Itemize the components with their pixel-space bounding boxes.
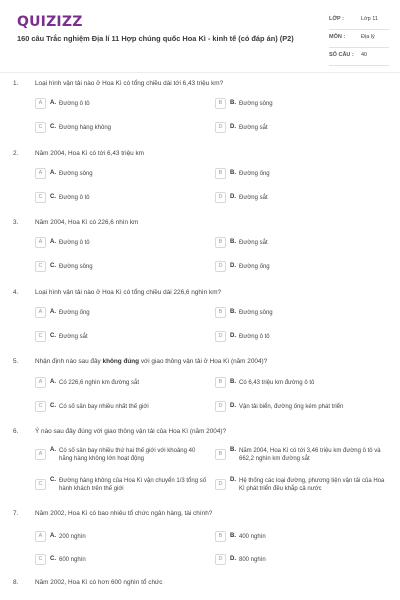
option-text: 800 nghìn [239,557,266,563]
option-badge: A [35,168,46,179]
option-a[interactable] [35,235,216,250]
option-text: Có 226,6 nghìn km đường sắt [59,380,139,386]
option-text: 400 nghìn [239,534,266,540]
option-text: Đường hàng không [59,125,111,131]
option-text: Đường ống [239,171,270,177]
question-text-part: với giao thông vận tải ở Hoa Kì (năm 2004)? [139,358,268,365]
option-letter: C. [50,333,56,339]
option-badge: C [35,331,46,342]
option-d[interactable] [215,259,390,274]
meta-row-count [329,50,389,68]
option-letter: B. [230,379,236,385]
option-letter: D. [230,477,236,483]
option-letter: C. [50,477,56,483]
option-letter: C. [50,124,56,130]
option-text: Đường sắt [239,240,268,246]
option-letter: D. [230,403,236,409]
option-text: Đường sông [239,101,273,107]
option-a[interactable] [35,166,216,181]
option-badge: A [35,237,46,248]
question-number: 4. [13,289,19,296]
question-text: Năm 2002, Hoa Kì có bao nhiêu tổ chức ngân hàng, tài chính? [35,510,213,517]
question-text: Năm 2004, Hoa Kì có tới 6,43 triệu km [35,150,144,157]
option-letter: B. [230,100,236,106]
worksheet-title: 160 câu Trắc nghiệm Địa lí 11 Hợp chúng quốc Hoa Kì - kinh tế (có đáp án) (P2) [17,34,294,43]
option-letter: A. [50,379,56,385]
worksheet-meta [329,14,389,68]
option-letter: A. [50,447,56,453]
option-badge: A [35,307,46,318]
option-b[interactable] [215,96,390,111]
meta-underline [329,47,389,48]
option-badge: B [215,168,226,179]
option-badge: D [215,554,226,565]
option-letter: B. [230,533,236,539]
option-letter: D. [230,263,236,269]
option-d[interactable] [215,329,390,344]
meta-value: Lớp 11 [361,16,378,22]
question-text: Ý nào sau đây đúng với giao thông vận tải của Hoa Kì (năm 2004)? [35,428,227,435]
option-text: Năm 2004, Hoa Kì có tới 3,46 triệu km đường ô tô và 662,2 nghìn km đường sắt [239,448,381,463]
question-text: Năm 2002, Hoa Kì có hơn 600 nghìn tổ chức [35,579,163,586]
option-text: Hệ thống các loại đường, phương tiện vận tải của Hoa Kì phát triển đều khắp cả nước [239,478,385,493]
option-text: Đường ô tô [239,334,270,340]
option-letter: D. [230,333,236,339]
option-badge: C [35,192,46,203]
meta-value: 40 [361,52,368,58]
option-text: Đường ô tô [59,101,90,107]
option-letter: C. [50,194,56,200]
question-number: 1. [13,80,19,87]
option-c[interactable] [35,329,216,344]
option-text: Vận tải biển, đường ống kém phát triển [239,404,344,410]
question-text: Loại hình vận tải nào ở Hoa Kì có tổng chiều dài tới 6,43 triệu km? [35,80,224,87]
meta-label: LỚP : [329,16,344,22]
option-text: Đường sông [239,310,273,316]
option-badge: B [215,531,226,542]
option-text: Đường ống [59,310,90,316]
option-c[interactable] [35,259,216,274]
option-text: Đường ống [239,264,270,270]
option-b[interactable] [215,235,390,250]
option-a[interactable] [35,96,216,111]
question-text: Loại hình vận tải nào ở Hoa Kì có tổng chiều dài 226,6 nghìn km? [35,289,222,296]
option-badge: D [215,122,226,133]
option-a[interactable] [35,529,216,544]
option-letter: D. [230,556,236,562]
option-d[interactable] [215,399,390,414]
option-badge: D [215,261,226,272]
option-text: Có số sân bay nhiều thứ hai thế giới với khoảng 40 hãng hàng không lớn hoạt động [59,448,196,463]
option-badge: D [215,331,226,342]
meta-label: SỐ CÂU : [329,52,354,58]
option-letter: A. [50,309,56,315]
option-badge: C [35,479,46,490]
option-badge: D [215,401,226,412]
option-letter: A. [50,239,56,245]
question-text-emphasis: không đúng [102,358,140,365]
option-letter: B. [230,239,236,245]
option-letter: A. [50,100,56,106]
option-d[interactable] [215,120,390,135]
option-d[interactable] [215,190,390,205]
option-text: Có số sân bay nhiều nhất thế giới [59,404,149,410]
option-b[interactable] [215,305,390,320]
option-badge: D [215,479,226,490]
option-a[interactable] [35,375,216,390]
option-letter: D. [230,194,236,200]
option-badge: C [35,554,46,565]
option-b[interactable] [215,166,390,181]
option-c[interactable] [35,399,216,414]
option-a[interactable] [35,444,216,466]
question-number: 3. [13,219,19,226]
option-badge: C [35,401,46,412]
option-badge: B [215,307,226,318]
option-letter: B. [230,170,236,176]
option-b[interactable] [215,444,390,466]
question-number: 5. [13,358,19,365]
meta-label: MÔN : [329,34,346,40]
option-text: Đường sông [59,264,93,270]
option-letter: B. [230,447,236,453]
option-b[interactable] [215,375,390,390]
option-text: Đường sắt [239,125,268,131]
option-text: Đường hàng không của Hoa Kì vận chuyển 1/3 tổng số hành khách trên thế giới [59,478,207,493]
option-badge: A [35,98,46,109]
option-letter: A. [50,533,56,539]
option-c[interactable] [35,474,216,496]
option-badge: B [215,377,226,388]
option-badge: A [35,449,46,460]
option-d[interactable] [215,474,390,496]
option-letter: D. [230,124,236,130]
option-text: Đường ô tô [59,240,90,246]
option-letter: A. [50,170,56,176]
option-letter: B. [230,309,236,315]
quizizz-logo: QUIZIZZ [17,14,83,30]
option-badge: B [215,237,226,248]
option-text: 200 nghìn [59,534,86,540]
option-letter: C. [50,556,56,562]
option-c[interactable] [35,120,216,135]
option-b[interactable] [215,529,390,544]
option-badge: D [215,192,226,203]
option-badge: C [35,261,46,272]
header-divider [0,72,400,73]
option-text: Đường ô tô [59,195,90,201]
question-text [35,358,385,366]
meta-underline [329,65,389,66]
meta-row-subject [329,32,389,50]
option-text: Đường sông [59,171,93,177]
option-badge: A [35,531,46,542]
option-text: Đường sắt [59,334,88,340]
option-c[interactable] [35,552,216,567]
option-badge: C [35,122,46,133]
option-a[interactable] [35,305,216,320]
option-d[interactable] [215,552,390,567]
meta-underline [329,29,389,30]
question-number: 8. [13,579,19,586]
question-number: 7. [13,510,19,517]
option-letter: C. [50,263,56,269]
question-text-part: Nhận định nào sau đây [35,358,103,365]
question-number: 6. [13,428,19,435]
option-c[interactable] [35,190,216,205]
option-text: Đường sắt [239,195,268,201]
option-text: 600 nghìn [59,557,86,563]
question-text: Năm 2004, Hoa Kì có 226,6 nhìn km [35,219,139,226]
question-number: 2. [13,150,19,157]
option-badge: A [35,377,46,388]
option-text: Có 6,43 triệu km đường ô tô [239,380,315,386]
worksheet-header [0,0,400,72]
meta-value: Địa lý [361,34,375,40]
option-badge: B [215,449,226,460]
option-letter: C. [50,403,56,409]
option-badge: B [215,98,226,109]
meta-row-class [329,14,389,32]
